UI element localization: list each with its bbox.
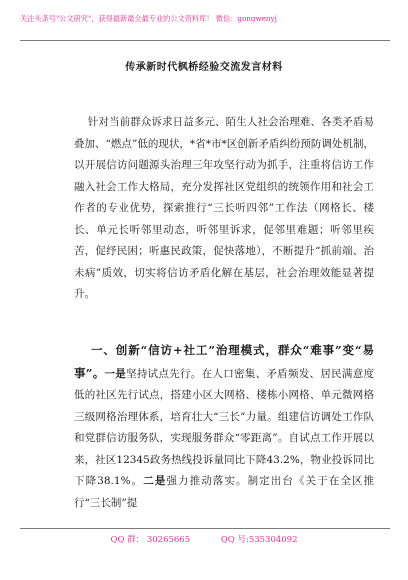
section-heading: 一、创新“信访+社工”治理模式，群众“难事”变“易事”。: [74, 343, 374, 380]
point-lead-1: 一是: [104, 367, 127, 380]
document-title: 传承新时代枫桥经验交流发言材料: [125, 62, 283, 73]
body-paragraph-2: [74, 340, 374, 514]
header-promo-text: 关注头条号"公文研究"，获得最新最全最专业的公文资料库！ 微信：gongwenyj: [20, 14, 277, 23]
point-text-2: 强力推动落实。制定出台《关于在全区推行“三长制”提: [74, 475, 375, 509]
footer-qq-number: QQ 号:535304092: [220, 535, 298, 545]
paragraph-1-text: 针对当前群众诉求日益多元、陌生人社会治理难、各类矛盾易叠加、“燃点”低的现状，*省*市*区创新矛盾纠纷预防调处机制，以开展信访问题源头治理三年攻坚行动为抓手，注重将信访工作融入社会工作大格局，充分发挥社区党组织的统领作用和社会工作者的专业优势，探索推行“三长听四邻”工作法（网格长、楼长、单元长听邻里动态，听邻里诉求，促邻里难题；听邻里疾苦，促纾民困；听惠民政策，促快落地），不断提升“抓前端、治未病”质效，切实将信访矛盾化解在基层，社会治理效能显著提升。: [74, 116, 375, 300]
point-text-1: 坚持试点先行。在人口密集、矛盾频发、居民满意度低的社区先行试点，搭建小区大网格、楼栋小网格、单元微网格三级网格治理体系，培育壮大“三长”力量。组建信访调处工作队和党群信访服务队，实现服务群众“零距离”。自试点工作开展以来，社区12345政务热线投诉量同比下降43.2%，物业投诉同比下降38.1%。: [74, 367, 375, 487]
footer-qq-group: QQ 群： 30265665: [110, 535, 191, 545]
footer: [0, 533, 408, 545]
paragraph-indent: [74, 116, 88, 128]
footer-divider: [20, 528, 390, 529]
body-paragraph-1: [74, 112, 374, 306]
point-lead-2: 二是: [143, 475, 167, 487]
header-divider: [20, 40, 390, 41]
paragraph-indent: [74, 345, 91, 357]
